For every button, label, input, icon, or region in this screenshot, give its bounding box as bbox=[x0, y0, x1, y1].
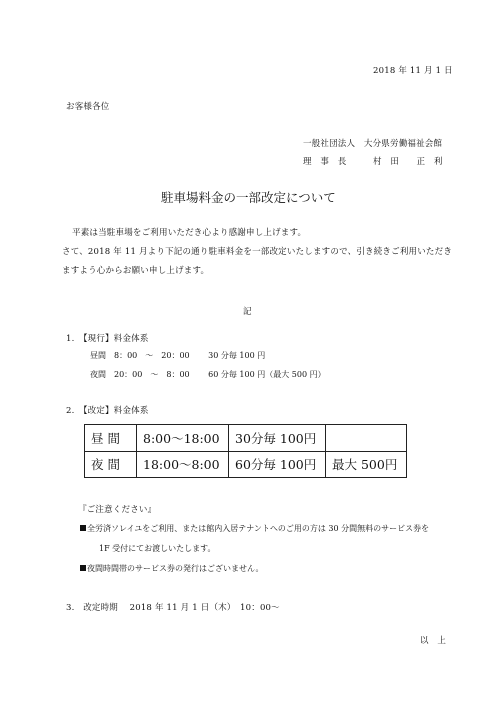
table-cell-rate: 60分毎 100円 bbox=[229, 451, 326, 478]
document-title: 駐車場料金の一部改定について bbox=[161, 190, 336, 205]
table-cell-hours: 18:00～8:00 bbox=[137, 451, 229, 478]
new-fee-table bbox=[84, 424, 407, 478]
table-cell-rate: 30分毎 100円 bbox=[229, 425, 326, 452]
table-cell-max bbox=[326, 425, 407, 452]
table-cell-hours: 8:00～18:00 bbox=[137, 425, 229, 452]
notice-item-2 bbox=[80, 563, 263, 574]
section-3-heading: 3. 改定時期 2018 年 11 月 1 日（木） 10：00～ bbox=[66, 603, 280, 613]
notice-heading: 『ご注意ください』 bbox=[78, 505, 157, 515]
closing-mark: 以 上 bbox=[420, 636, 447, 646]
table-cell-period: 昼 間 bbox=[85, 425, 137, 452]
table-row bbox=[85, 425, 407, 452]
section-2-heading: 2. 【改定】料金体系 bbox=[66, 406, 149, 416]
document-date: 2018 年 11 月 1 日 bbox=[373, 66, 453, 76]
notice-item-2-text: 夜間時間帯のサービス券の発行はございません。 bbox=[87, 564, 264, 573]
notice-item-1-line-2: 1F 受付にてお渡しいたします。 bbox=[99, 544, 216, 553]
bullet-square-icon bbox=[80, 525, 86, 531]
notice-item-1-text: 全労済ソレイユをご利用、または館内入居テナントへのご用の方は 30 分間無料のサービス券を bbox=[87, 524, 430, 533]
current-fee-row-day: 昼間 8：00 ～ 20：00 30 分毎 100 円 bbox=[90, 351, 266, 360]
table-row bbox=[85, 451, 407, 478]
sender-organization: 一般社団法人 大分県労働福祉会館 bbox=[303, 139, 443, 149]
body-paragraph-2-line-1: さて、2018 年 11 月より下記の通り駐車料金を一部改定いたしますので、引き続きご利用いただき bbox=[62, 247, 453, 257]
notice-item-1-line-1 bbox=[80, 523, 429, 534]
body-paragraph-2-line-2: ますよう心からお願い申し上げます。 bbox=[62, 266, 210, 276]
table-cell-period: 夜 間 bbox=[85, 451, 137, 478]
sender-name: 村 田 正 利 bbox=[373, 157, 443, 167]
ki-marker: 記 bbox=[243, 307, 252, 317]
body-paragraph-1: 平素は当駐車場をご利用いただき心より感謝申し上げます。 bbox=[72, 228, 307, 238]
addressee: お客様各位 bbox=[66, 102, 110, 112]
bullet-square-icon bbox=[80, 565, 86, 571]
section-1-heading: 1. 【現行】料金体系 bbox=[66, 334, 149, 344]
sender-role: 理 事 長 bbox=[303, 157, 347, 167]
table-cell-max: 最大 500円 bbox=[326, 451, 407, 478]
current-fee-row-night: 夜間 20：00 ～ 8：00 60 分毎 100 円（最大 500 円） bbox=[90, 370, 326, 379]
